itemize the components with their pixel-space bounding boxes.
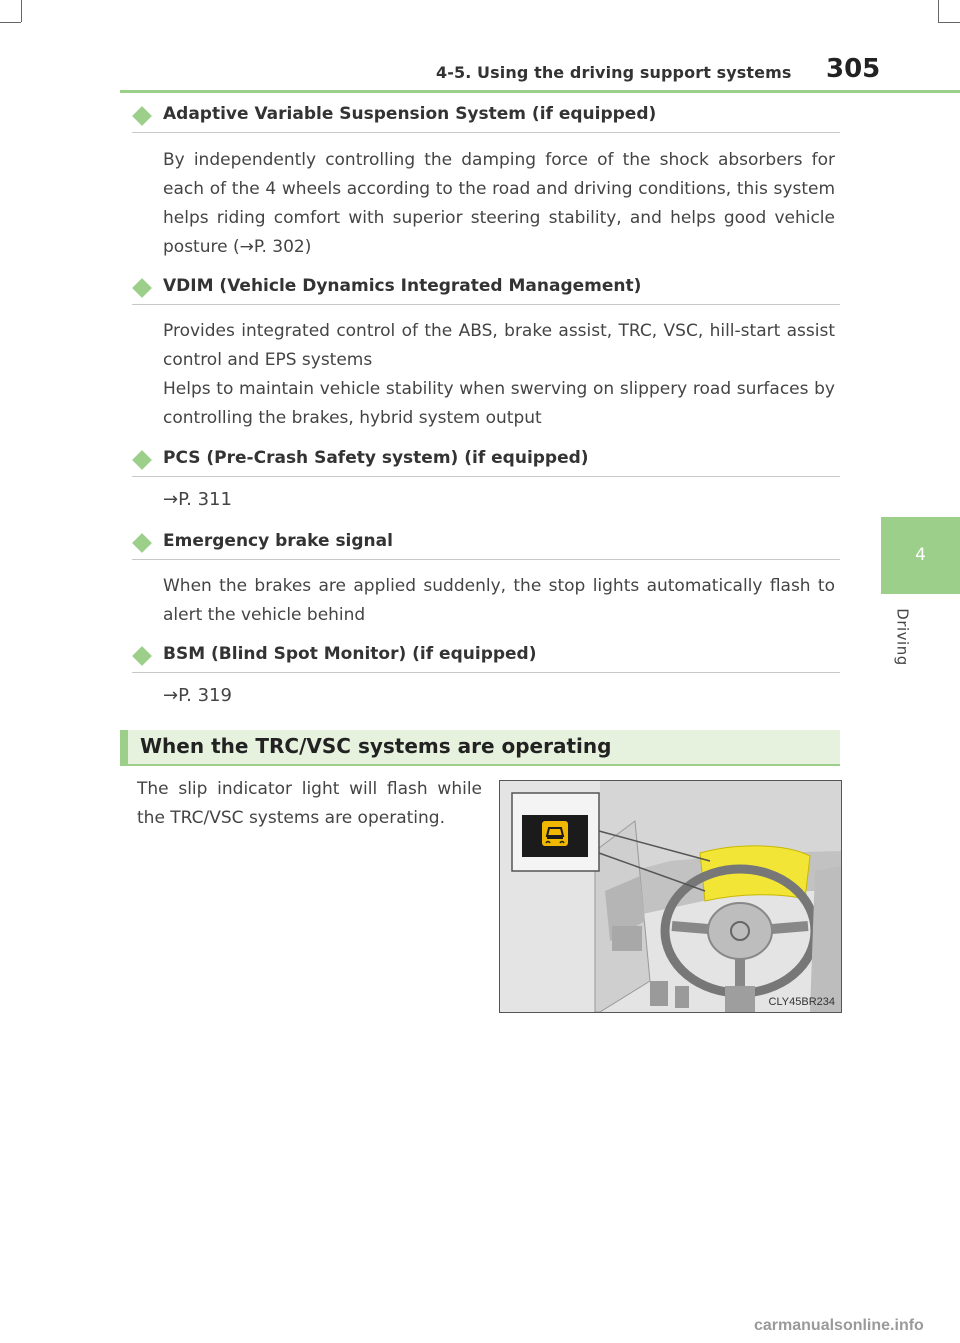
page-reference-link[interactable]: →P. 311 [163, 489, 232, 510]
paragraph: Provides integrated control of the ABS, brake assist, TRC, VSC, hill-start assist control and EPS systems [163, 321, 835, 370]
steering-wheel-dashboard-illustration [500, 781, 841, 1012]
page-number: 305 [826, 54, 881, 84]
diamond-bullet-icon [132, 450, 152, 470]
header-rule [120, 90, 960, 93]
paragraph: Helps to maintain vehicle stability when swerving on slippery road surfaces by controlling the brakes, hybrid system output [163, 379, 835, 428]
item-heading [132, 642, 840, 673]
section-heading-bar [120, 730, 840, 766]
item-description [163, 317, 835, 433]
section-accent [120, 730, 128, 766]
chapter-label-container [888, 608, 914, 668]
page-reference-link[interactable]: →P. 319 [163, 685, 232, 706]
section-body-text: The slip indicator light will flash while the TRC/VSC systems are operating. [137, 779, 482, 828]
item-heading [132, 529, 840, 560]
item-heading [132, 102, 840, 133]
section-heading: When the TRC/VSC systems are operating [140, 734, 612, 758]
figure-code: CLY45BR234 [768, 996, 835, 1008]
page-header [0, 0, 960, 95]
item-title: VDIM (Vehicle Dynamics Integrated Management) [163, 276, 642, 296]
diamond-bullet-icon [132, 278, 152, 298]
section-title: 4-5. Using the driving support systems [436, 63, 792, 82]
item-title: BSM (Blind Spot Monitor) (if equipped) [163, 644, 537, 664]
item-title: Emergency brake signal [163, 531, 393, 551]
dashboard-illustration [499, 780, 842, 1013]
paragraph: By independently controlling the damping force of the shock absorbers for each of the 4 wheels according to the road and driving conditions, this system helps riding comfort with superior steering stability, and helps good vehicle posture (→P. 302) [163, 150, 835, 257]
chapter-tab[interactable] [881, 517, 960, 594]
diamond-bullet-icon [132, 646, 152, 666]
item-title: Adaptive Variable Suspension System (if equipped) [163, 104, 657, 124]
item-title: PCS (Pre-Crash Safety system) (if equipped) [163, 448, 589, 468]
item-heading [132, 274, 840, 305]
item-description [163, 572, 835, 630]
diamond-bullet-icon [132, 106, 152, 126]
item-description [163, 146, 835, 262]
paragraph: When the brakes are applied suddenly, the stop lights automatically flash to alert the vehicle behind [163, 576, 835, 625]
item-heading [132, 446, 840, 477]
chapter-label: Driving [893, 608, 912, 666]
watermark: carmanualsonline.info [754, 1317, 924, 1334]
chapter-number: 4 [915, 545, 926, 565]
diamond-bullet-icon [132, 533, 152, 553]
